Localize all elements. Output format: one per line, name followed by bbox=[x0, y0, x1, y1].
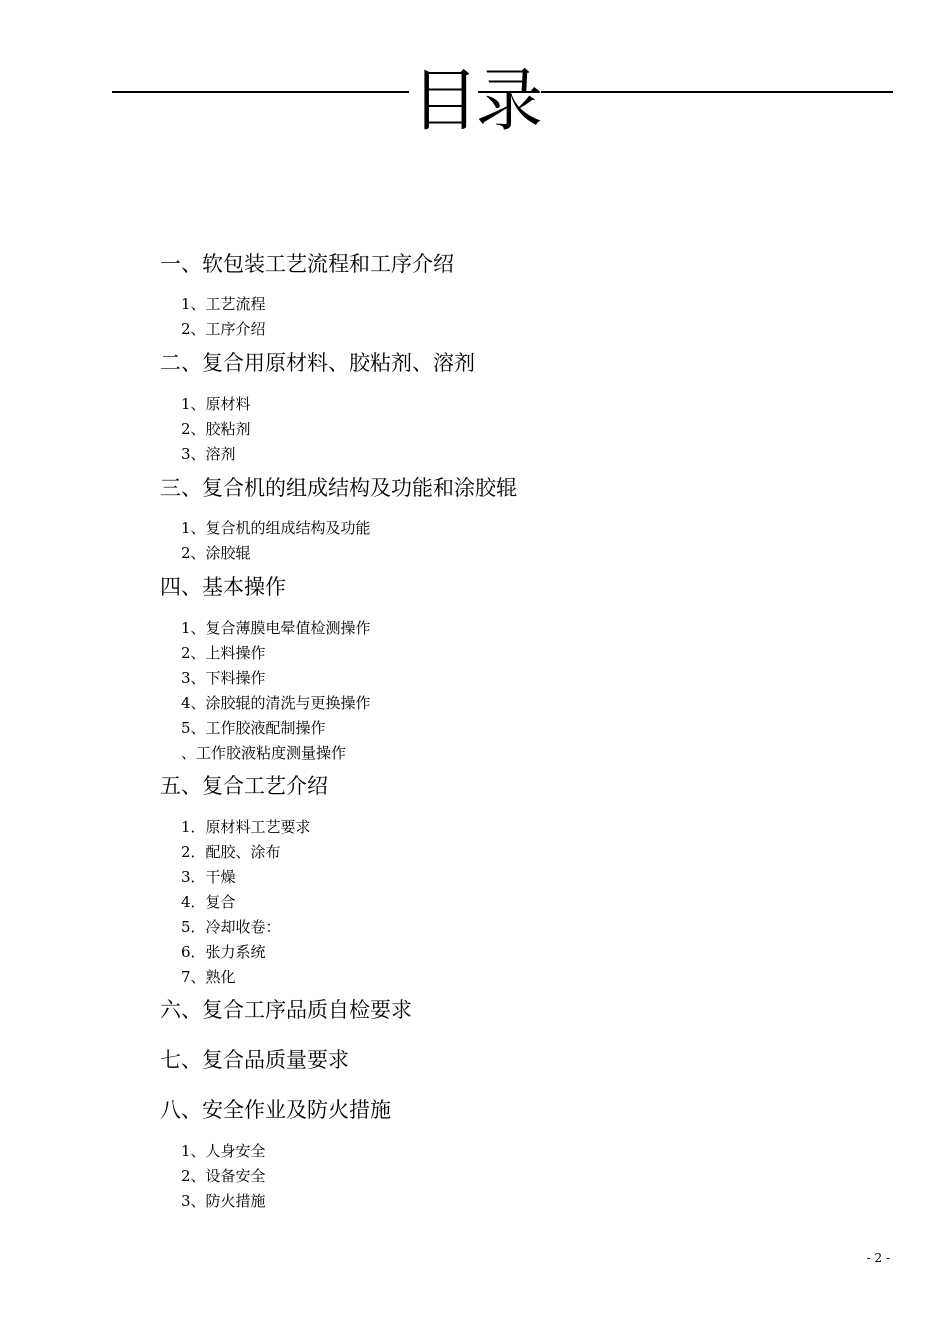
toc-section-heading[interactable]: 二、复合用原材料、胶粘剂、溶剂 bbox=[160, 351, 475, 375]
toc-section-heading[interactable]: 四、基本操作 bbox=[160, 575, 286, 599]
toc-section-heading[interactable]: 三、复合机的组成结构及功能和涂胶辊 bbox=[160, 476, 517, 500]
toc-section-heading[interactable]: 七、复合品质量要求 bbox=[160, 1048, 349, 1072]
toc-item[interactable]: 2、设备安全 bbox=[181, 1167, 266, 1185]
toc-item[interactable]: 4．复合 bbox=[181, 893, 236, 911]
toc-item[interactable]: 2、涂胶辊 bbox=[181, 544, 251, 562]
toc-item[interactable]: 1、工艺流程 bbox=[181, 295, 266, 313]
toc-item[interactable]: 3、溶剂 bbox=[181, 445, 236, 463]
toc-item[interactable]: 1、复合薄膜电晕值检测操作 bbox=[181, 619, 371, 637]
toc-item[interactable]: 3．干燥 bbox=[181, 868, 236, 886]
toc-item[interactable]: 2、胶粘剂 bbox=[181, 420, 251, 438]
toc-item[interactable]: 、工作胶液粘度测量操作 bbox=[181, 744, 347, 762]
toc-item[interactable]: 3、防火措施 bbox=[181, 1192, 266, 1210]
toc-item[interactable]: 1、复合机的组成结构及功能 bbox=[181, 519, 371, 537]
toc-section-heading[interactable]: 八、安全作业及防火措施 bbox=[160, 1098, 391, 1122]
toc-item[interactable]: 3、下料操作 bbox=[181, 669, 266, 687]
toc-section-heading[interactable]: 六、复合工序品质自检要求 bbox=[160, 998, 412, 1022]
toc-item[interactable]: 1、原材料 bbox=[181, 395, 251, 413]
toc-item[interactable]: 2、工序介绍 bbox=[181, 320, 266, 338]
toc-item[interactable]: 4、涂胶辊的清洗与更换操作 bbox=[181, 694, 371, 712]
toc-item[interactable]: 7、熟化 bbox=[181, 968, 236, 986]
toc-item[interactable]: 6．张力系统 bbox=[181, 943, 266, 961]
toc-item[interactable]: 2、上料操作 bbox=[181, 644, 266, 662]
page-title: 目录 bbox=[410, 62, 539, 141]
toc-item[interactable]: 2．配胶、涂布 bbox=[181, 843, 281, 861]
toc-item[interactable]: 1．原材料工艺要求 bbox=[181, 818, 311, 836]
page-number: - 2 - bbox=[866, 1251, 890, 1265]
toc-item[interactable]: 1、人身安全 bbox=[181, 1142, 266, 1160]
toc-section-heading[interactable]: 五、复合工艺介绍 bbox=[160, 774, 328, 798]
toc-item[interactable]: 5、工作胶液配制操作 bbox=[181, 719, 326, 737]
toc-item[interactable]: 5．冷却收卷： bbox=[181, 918, 281, 936]
toc-section-heading[interactable]: 一、软包装工艺流程和工序介绍 bbox=[160, 252, 454, 276]
